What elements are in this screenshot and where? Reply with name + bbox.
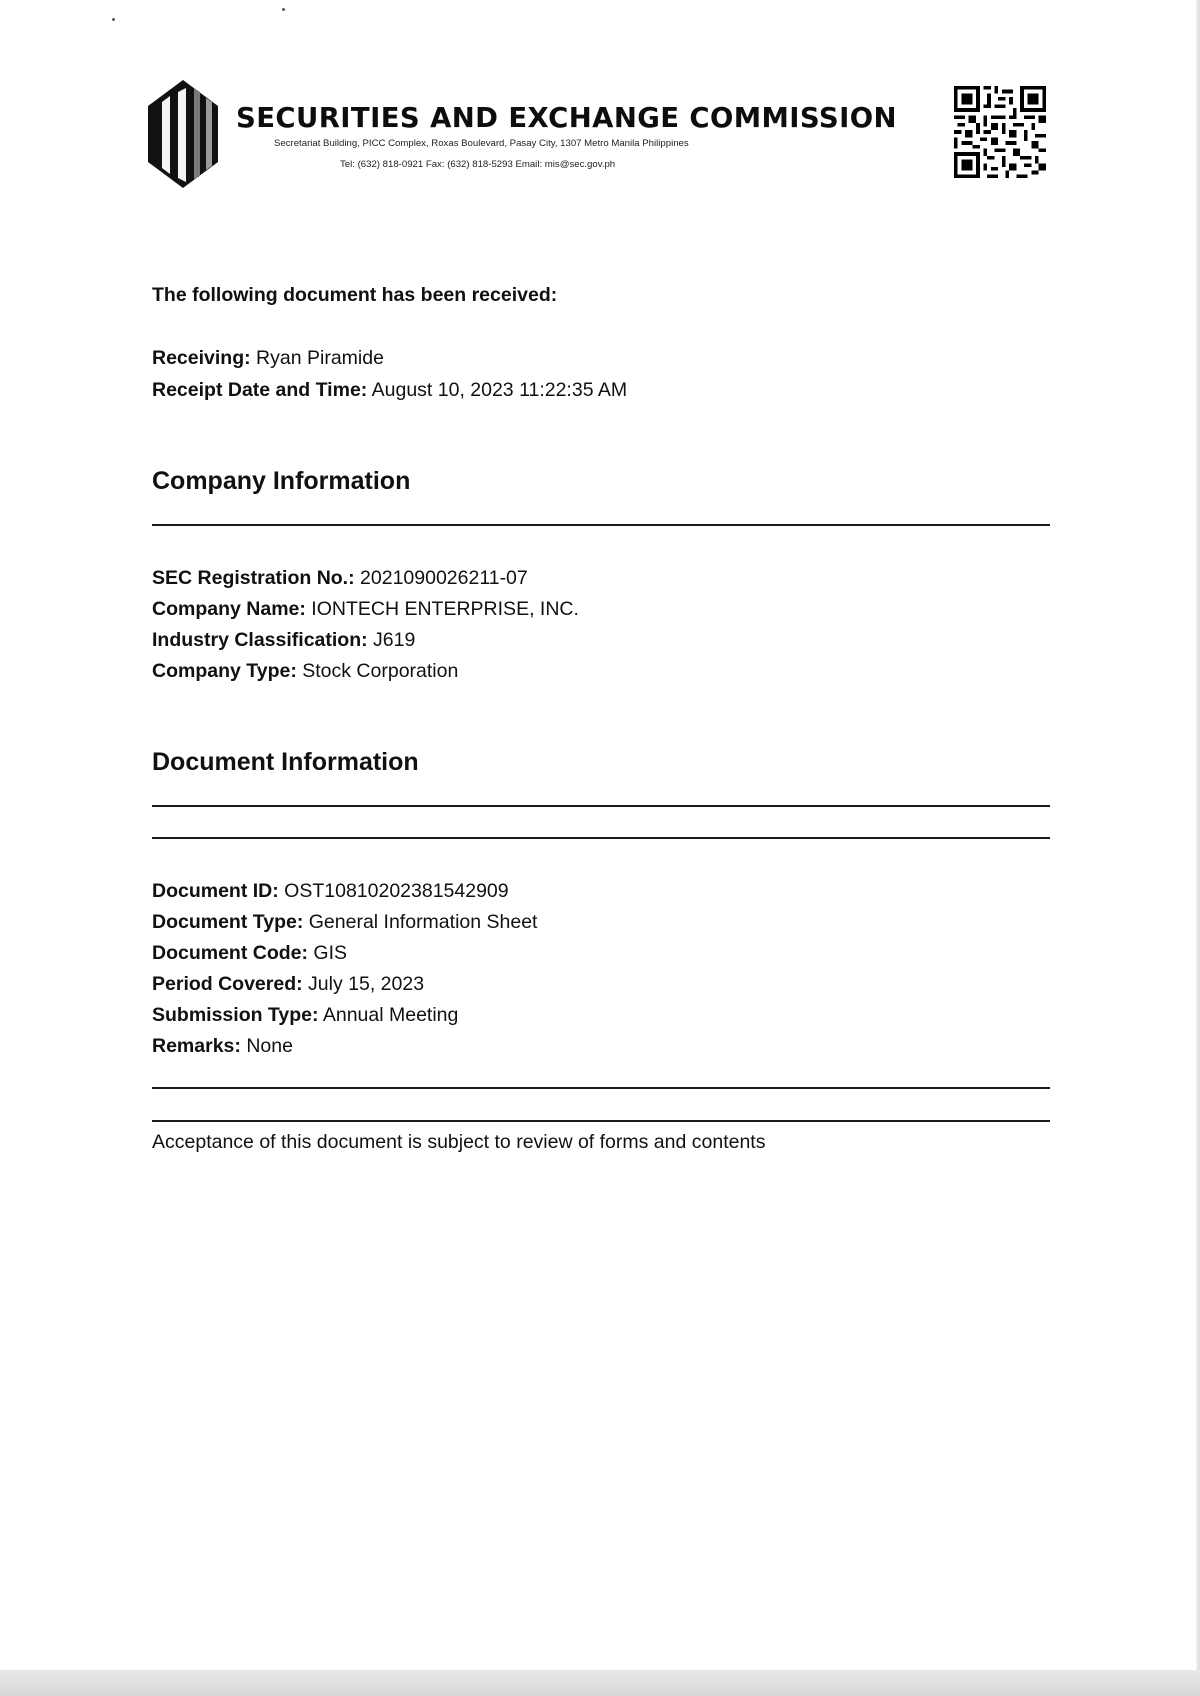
company-field xyxy=(152,569,528,589)
field-label: Document ID: xyxy=(152,880,279,902)
document-field xyxy=(152,944,347,964)
field-label: Industry Classification: xyxy=(152,629,368,651)
receipt-datetime-label: Receipt Date and Time: xyxy=(152,379,368,401)
field-value: None xyxy=(246,1035,293,1057)
receipt-datetime-line xyxy=(152,381,627,401)
field-label: Company Type: xyxy=(152,660,297,682)
section-divider xyxy=(152,1120,1050,1122)
field-value: OST10810202381542909 xyxy=(284,880,509,902)
document-field xyxy=(152,882,509,902)
receipt-datetime-value: August 10, 2023 11:22:35 AM xyxy=(371,379,628,401)
field-label: Period Covered: xyxy=(152,973,303,995)
scan-speck xyxy=(282,8,285,11)
field-value: July 15, 2023 xyxy=(308,973,425,995)
field-value: IONTECH ENTERPRISE, INC. xyxy=(311,598,579,620)
field-value: General Information Sheet xyxy=(308,911,538,933)
acceptance-note: Acceptance of this document is subject to review of forms and contents xyxy=(152,1131,766,1153)
company-field xyxy=(152,662,458,682)
field-value: GIS xyxy=(313,942,348,964)
organization-contact: Tel: (632) 818-0921 Fax: (632) 818-5293 Email: mis@sec.gov.ph xyxy=(340,159,616,170)
field-label: Remarks: xyxy=(152,1035,241,1057)
field-label: Company Name: xyxy=(152,598,306,620)
qr-code-icon xyxy=(953,86,1047,178)
section-divider xyxy=(152,1087,1050,1089)
section-divider xyxy=(152,837,1050,839)
document-field xyxy=(152,913,537,933)
receiving-line xyxy=(152,349,384,369)
organization-address: Secretariat Building, PICC Complex, Roxas Boulevard, Pasay City, 1307 Metro Manila Philippines xyxy=(274,138,689,149)
document-section-title: Document Information xyxy=(152,748,419,776)
receiving-label: Receiving: xyxy=(152,347,251,369)
company-field xyxy=(152,631,415,651)
field-value: Stock Corporation xyxy=(302,660,459,682)
document-field xyxy=(152,1006,458,1026)
section-divider xyxy=(152,524,1050,526)
receipt-intro: The following document has been received: xyxy=(152,284,558,306)
scan-speck xyxy=(112,18,115,21)
field-label: Document Code: xyxy=(152,942,308,964)
company-field xyxy=(152,600,579,620)
sec-logo-icon xyxy=(148,80,218,188)
document-field xyxy=(152,975,424,995)
document-field xyxy=(152,1037,293,1057)
field-label: Submission Type: xyxy=(152,1004,319,1026)
field-value: Annual Meeting xyxy=(322,1004,459,1026)
section-divider xyxy=(152,805,1050,807)
organization-name: SECURITIES AND EXCHANGE COMMISSION xyxy=(236,102,897,134)
field-value: 2021090026211-07 xyxy=(360,567,528,589)
company-section-title: Company Information xyxy=(152,467,411,495)
field-value: J619 xyxy=(373,629,416,651)
field-label: SEC Registration No.: xyxy=(152,567,355,589)
receiving-value: Ryan Piramide xyxy=(256,347,384,369)
page-edge xyxy=(1196,0,1200,1696)
field-label: Document Type: xyxy=(152,911,304,933)
page-edge xyxy=(0,1670,1200,1696)
